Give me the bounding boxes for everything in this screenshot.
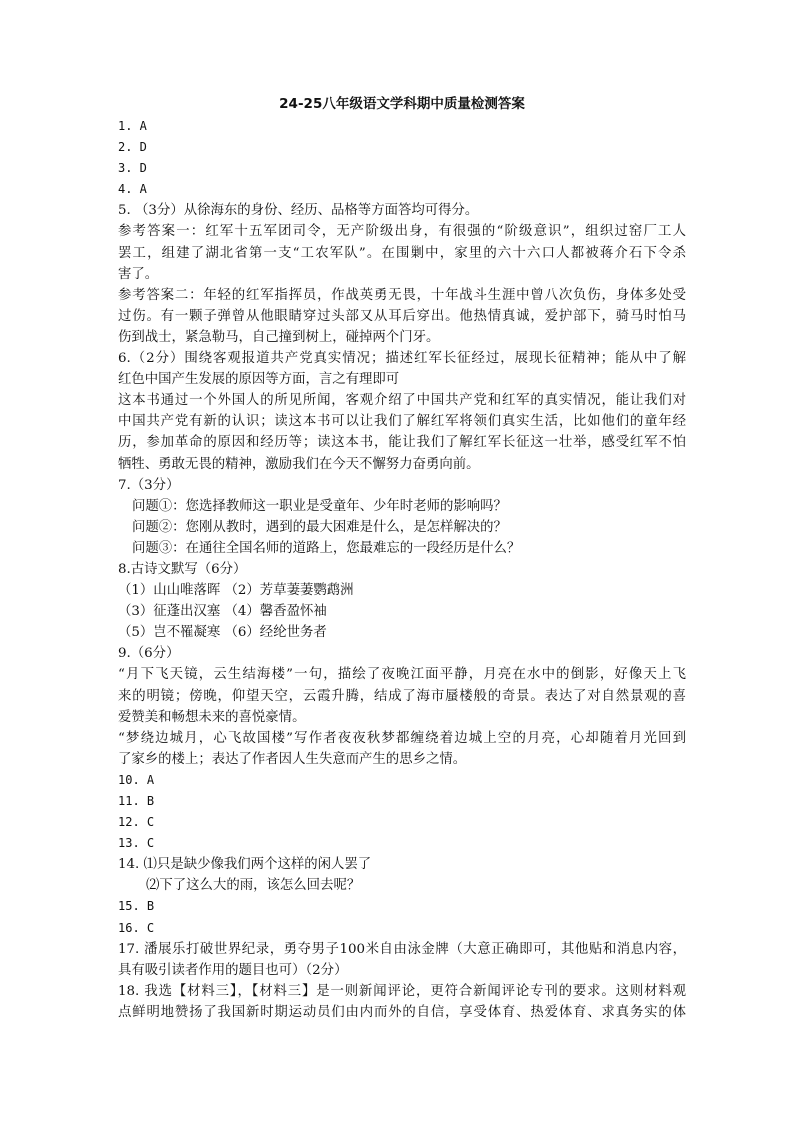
answer-2: 2. D: [118, 140, 147, 155]
answer-6-heading-line1: 6.（2分）围绕客观报道共产党真实情况；描述红军长征经过，展现长征精神；能从中了解: [118, 351, 686, 367]
answer-11: 11. B: [118, 794, 155, 808]
answer-1: 1. A: [118, 119, 147, 133]
answer-3: 3. D: [118, 161, 147, 176]
answer-14-part2: ⑵下了这么大的雨，该怎么回去呢？: [146, 878, 361, 894]
answer-document: [118, 92, 686, 1023]
answer-12: 12. C: [118, 815, 155, 830]
answer-7-question-3: 问题③：在通往全国名师的道路上，您最难忘的一段经历是什么？: [132, 540, 521, 556]
answer-9-para2-line2: 了家乡的楼上；表达了作者因人生失意而产生的思乡之情。: [118, 751, 467, 767]
answer-13: 13. C: [118, 836, 155, 851]
answer-5-ref2-line3: 伤到战士，紧急勒马，自己撞到树上，碰掉两个门牙。: [118, 329, 440, 345]
answer-5-ref1-line3: 害了。: [118, 266, 159, 282]
answer-6-body-line4: 牺牲、勇敢无畏的精神，激励我们在今天不懈努力奋勇向前。: [118, 456, 480, 472]
answer-5-ref1-line2: 罢工，组建了湖北省第一支“工农军队”。在围剿中，家里的六十六口人都被蒋介石下令杀: [118, 245, 686, 261]
answer-6-body-line3: 历，参加革命的原因和经历等；读这本书，能让我们了解红军长征这一壮举，感受红军不怕: [118, 435, 686, 451]
answer-6-body-line2: 中国共产党有新的认识；读这本书可以让我们了解红军将领们真实生活，比如他们的童年经: [118, 414, 686, 430]
answer-16: 16. C: [118, 920, 155, 935]
answer-15: 15. B: [118, 899, 155, 914]
answer-8-item-5-6: （5）岂不罹凝寒 （6）经纶世务者: [118, 625, 327, 641]
answer-9-para1-line3: 爱赞美和畅想未来的喜悦豪情。: [118, 709, 306, 725]
answer-7-question-1: 问题①：您选择教师这一职业是受童年、少年时老师的影响吗？: [132, 498, 507, 514]
answer-9-heading: 9.（6分）: [118, 646, 180, 662]
answer-10: 10. A: [118, 772, 155, 787]
answer-5-ref2-line2: 过伤。有一颗子弹曾从他眼睛穿过头部又从耳后穿出。他热情真诚，爱护部下，骑马时怕马: [118, 308, 686, 324]
answer-4: 4. A: [118, 182, 147, 197]
document-title: 24-25八年级语文学科期中质量检测答案: [279, 96, 525, 112]
answer-5-heading: 5. （3分）从徐海东的身份、经历、品格等方面答均可得分。: [118, 203, 479, 219]
answer-17-line2: 具有吸引读者作用的题目也可）（2分）: [118, 962, 348, 978]
answer-5-ref1-line1: 参考答案一：红军十五军团司令，无产阶级出身，有很强的“阶级意识”，组织过窑厂工人: [118, 224, 686, 240]
answer-8-heading: 8.古诗文默写（6分）: [118, 561, 247, 577]
answer-8-item-1-2: （1）山山唯落晖 （2）芳草萋萋鹦鹉洲: [118, 583, 354, 599]
answer-6-body-line1: 这本书通过一个外国人的所见所闻，客观介绍了中国共产党和红军的真实情况，能让我们对: [118, 393, 686, 409]
answer-5-ref2-line1: 参考答案二：年轻的红军指挥员，作战英勇无畏，十年战斗生涯中曾八次负伤，身体多处受: [118, 287, 686, 303]
answer-18-line1: 18. 我选【材料三】，【材料三】是一则新闻评论，更符合新闻评论专刊的要求。这则材料观: [118, 983, 686, 999]
answer-8-item-3-4: （3）征蓬出汉塞 （4）馨香盈怀袖: [118, 604, 327, 620]
answer-9-para1-line1: “月下飞天镜，云生结海楼”一句，描绘了夜晚江面平静，月亮在水中的倒影，好像天上飞: [118, 667, 686, 683]
answer-14-part1: 14. ⑴只是缺少像我们两个这样的闲人罢了: [118, 857, 372, 873]
answer-7-heading: 7.（3分）: [118, 477, 180, 493]
answer-6-heading-line2: 红色中国产生发展的原因等方面，言之有理即可: [118, 372, 400, 388]
answer-18-line2: 点鲜明地赞扬了我国新时期运动员们由内而外的自信，享受体育、热爱体育、求真务实的体: [118, 1004, 686, 1020]
answer-9-para2-line1: “梦绕边城月，心飞故国楼”写作者夜夜秋梦都缠绕着边城上空的月亮，心却随着月光回到: [118, 730, 686, 746]
answer-17-line1: 17. 潘展乐打破世界纪录，勇夺男子100米自由泳金牌（大意正确即可，其他贴和消息内容，: [118, 941, 686, 957]
answer-7-question-2: 问题②：您刚从教时，遇到的最大困难是什么，是怎样解决的？: [132, 519, 507, 535]
answer-9-para1-line2: 来的明镜；傍晚，仰望天空，云霞升腾，结成了海市蜃楼般的奇景。表达了对自然景观的喜: [118, 688, 686, 704]
